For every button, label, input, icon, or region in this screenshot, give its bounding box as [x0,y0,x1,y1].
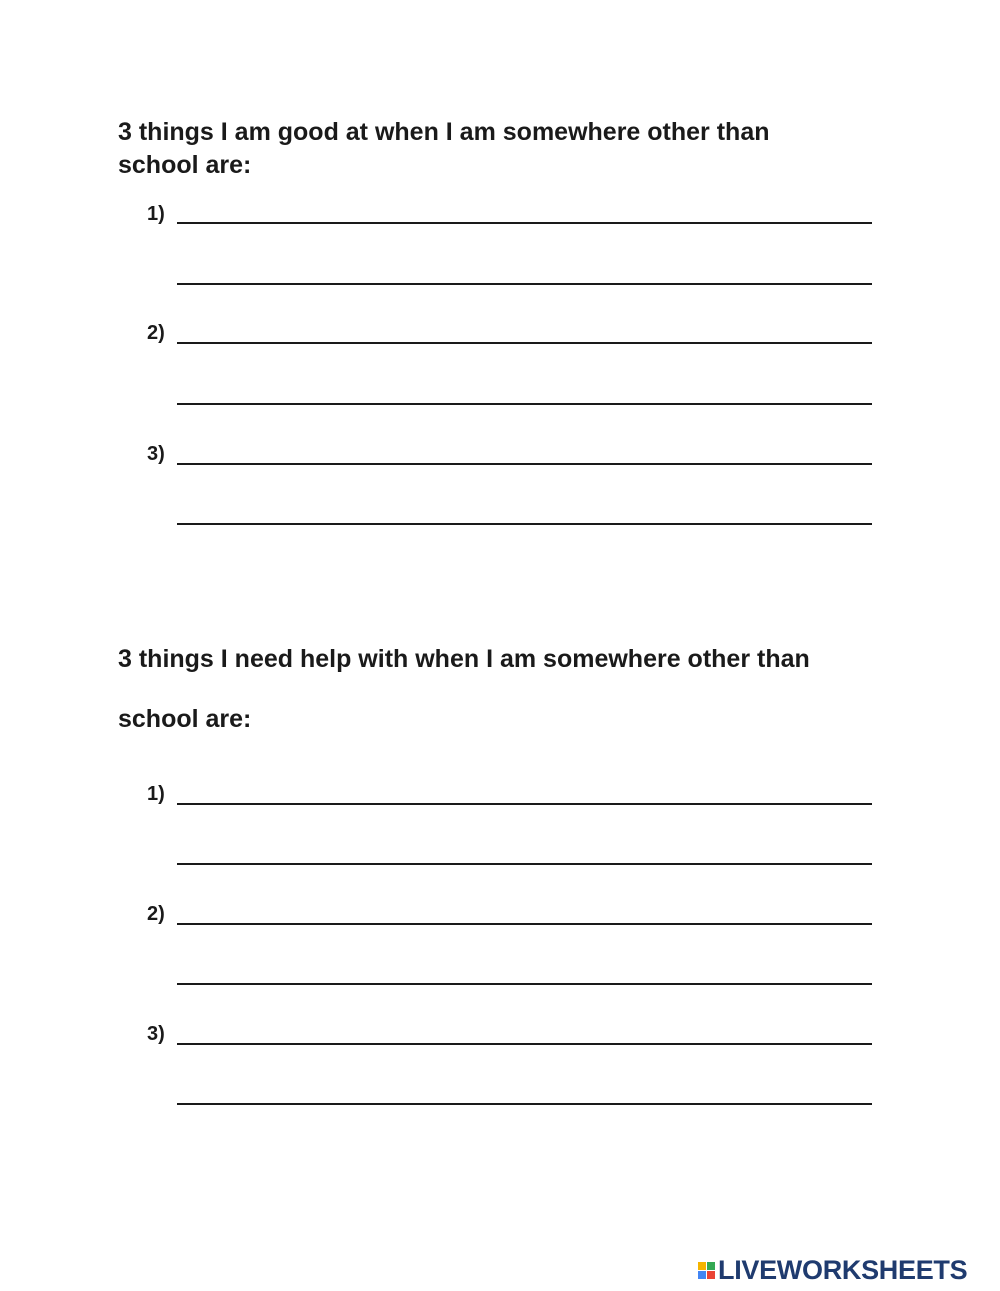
logo-block-1 [698,1262,706,1270]
logo-block-3 [698,1271,706,1279]
answer-line-help-2b[interactable] [177,983,872,985]
answer-line-help-1a[interactable] [177,803,872,805]
logo-blocks-icon [698,1262,715,1279]
answer-line-help-3a[interactable] [177,1043,872,1045]
answer-line-good-1a[interactable] [177,222,872,224]
answer-line-help-3b[interactable] [177,1103,872,1105]
item-number-good-2: 2) [147,322,165,344]
answer-line-good-2a[interactable] [177,342,872,344]
prompt-help-line-1: 3 things I need help with when I am somewhere other than [118,645,810,673]
item-number-good-1: 1) [147,203,165,225]
answer-line-help-1b[interactable] [177,863,872,865]
answer-line-good-2b[interactable] [177,403,872,405]
answer-line-help-2a[interactable] [177,923,872,925]
item-number-help-2: 2) [147,903,165,925]
logo-block-2 [707,1262,715,1270]
prompt-good-line-1: 3 things I am good at when I am somewhere other than [118,118,770,146]
liveworksheets-logo [698,1255,967,1285]
answer-line-good-3b[interactable] [177,523,872,525]
logo-block-4 [707,1271,715,1279]
item-number-help-3: 3) [147,1023,165,1045]
item-number-good-3: 3) [147,443,165,465]
logo-text: LIVEWORKSHEETS [718,1255,968,1285]
answer-line-good-3a[interactable] [177,463,872,465]
answer-line-good-1b[interactable] [177,283,872,285]
item-number-help-1: 1) [147,783,165,805]
prompt-help-line-2: school are: [118,705,252,733]
prompt-good-line-2: school are: [118,151,252,179]
